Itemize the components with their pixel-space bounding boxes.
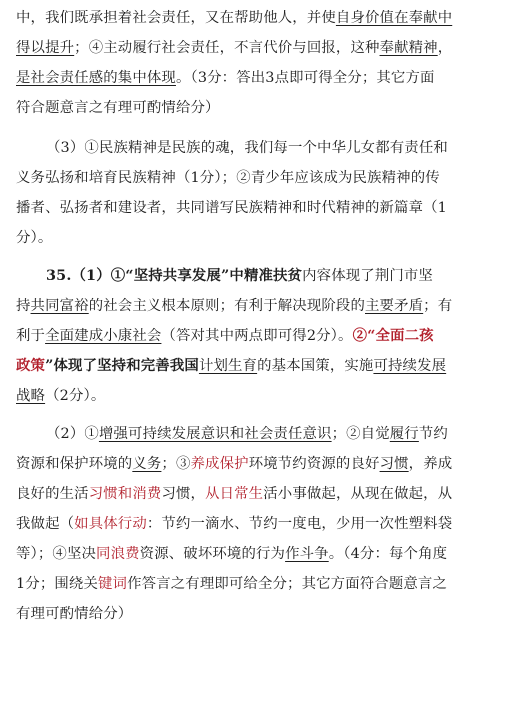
text-span: 义务弘扬和培育民族精神（1分）；②青少年应该成为民族精神的传: [16, 170, 440, 186]
text-span: （1）①“坚持共享发展”中: [71, 267, 244, 284]
text-span: 的社会主义根本原则；有利于解决现阶段的: [88, 298, 365, 314]
highlighted-phrase: ②“全面二孩: [352, 327, 434, 344]
text-span: 资源和保护环境的: [16, 456, 133, 472]
text-span: 分）。: [16, 230, 53, 246]
highlighted-phrase: 习惯和消费: [88, 486, 162, 502]
underlined-phrase: 得以提升: [16, 40, 75, 56]
highlighted-phrase: 同浪费: [96, 546, 140, 562]
text-span: ，养成: [408, 456, 453, 472]
highlighted-phrase: 如具体行动: [74, 516, 147, 532]
text-span: 我做起（: [16, 516, 75, 532]
text-span: 节约: [418, 426, 448, 442]
text-span: 活小事做起，从现在做起，从: [263, 486, 453, 502]
underlined-phrase: 义务: [132, 456, 162, 472]
text-span: （2）①: [46, 426, 99, 442]
text-span: 内容体现了荆门市坚: [302, 268, 433, 284]
underlined-phrase: 作斗争: [285, 546, 329, 562]
text-line: [16, 198, 447, 218]
text-span: 符合题意言之有理可酌情给分）: [16, 100, 220, 116]
text-span: 习惯，: [161, 486, 206, 502]
text-span: ；③: [161, 456, 191, 472]
underlined-phrase: 是社会责任感的集中体现: [16, 70, 176, 86]
underlined-phrase: 习惯: [379, 456, 409, 472]
underlined-phrase: 共同富裕: [30, 298, 89, 314]
underlined-phrase: 战略: [16, 388, 46, 404]
text-span: 的基本国策，实施: [257, 358, 374, 374]
text-span: 等）；④坚决: [16, 546, 97, 562]
text-line: [16, 98, 220, 118]
text-span: （3）①民族精神是民族的魂，我们每一个中华儿女都有责任和: [46, 140, 448, 156]
underlined-phrase: 计划生育: [198, 358, 258, 374]
text-line: [16, 296, 452, 316]
text-span: ”体现了坚持和完善我国: [45, 357, 199, 374]
text-span: ；②自觉: [331, 426, 390, 442]
highlighted-phrase: 政策: [16, 357, 46, 374]
underlined-phrase: 增强可持续发展意识和社会责任意识: [98, 426, 332, 442]
text-span: （2分）。: [45, 388, 106, 404]
text-line: [16, 38, 452, 58]
text-line: [16, 386, 105, 406]
text-span: 良好的生活: [16, 486, 89, 502]
highlighted-phrase: 键词: [98, 576, 128, 592]
text-line: [16, 604, 132, 624]
underlined-phrase: 奉献精神: [379, 40, 438, 56]
text-span: 。（4分：每个角度: [328, 546, 448, 562]
text-line: [16, 514, 452, 534]
text-line: [16, 574, 447, 594]
text-span: ：节约一滴水、节约一度电，少用一次性塑料袋: [146, 516, 453, 532]
text-span: 持: [16, 298, 31, 314]
text-span: ；有: [423, 298, 453, 314]
text-line: [46, 266, 433, 286]
text-line: [16, 228, 52, 248]
bold-phrase: 精准扶贫: [243, 267, 303, 284]
text-span: （答对其中两点即可得2分）。: [161, 328, 353, 344]
text-line: [46, 424, 448, 444]
text-line: [16, 454, 452, 474]
text-span: 作答言之有理即可给全分；其它方面符合题意言之: [127, 576, 448, 592]
text-span: 。（3分：答出3点即可得全分；其它方面: [175, 70, 435, 86]
text-span: 中，我们既承担着社会责任，又在帮助他人，并使: [16, 10, 336, 26]
underlined-phrase: 可持续发展: [373, 358, 447, 374]
text-span: ；④主动履行社会责任，不言代价与回报，这种: [74, 40, 380, 56]
text-line: [16, 168, 440, 188]
highlighted-phrase: 养成保护: [190, 456, 249, 472]
underlined-phrase: 全面建成小康社会: [45, 328, 162, 344]
text-span: 播者、弘扬者和建设者，共同谱写民族精神和时代精神的新篇章（1: [16, 200, 447, 216]
text-span: 有理可酌情给分）: [16, 606, 133, 622]
text-line: [16, 484, 452, 504]
text-span: 环境节约资源的良好: [248, 456, 380, 472]
text-line: [16, 544, 447, 564]
text-line: [16, 326, 434, 346]
underlined-phrase: 主要矛盾: [365, 298, 424, 314]
question-number: 35.: [46, 267, 72, 284]
underlined-phrase: 履行: [389, 426, 419, 442]
text-span: 利于: [16, 328, 46, 344]
underlined-phrase: 自身价值在奉献中: [335, 10, 453, 26]
text-span: ，: [437, 40, 453, 56]
text-span: 资源、破坏环境的行为: [139, 546, 286, 562]
text-line: [46, 138, 448, 158]
text-line: [16, 68, 435, 88]
text-line: [16, 356, 446, 376]
highlighted-phrase: 从日常生: [205, 486, 264, 502]
text-line: [16, 8, 452, 28]
text-span: 1分；围绕关: [16, 576, 99, 592]
